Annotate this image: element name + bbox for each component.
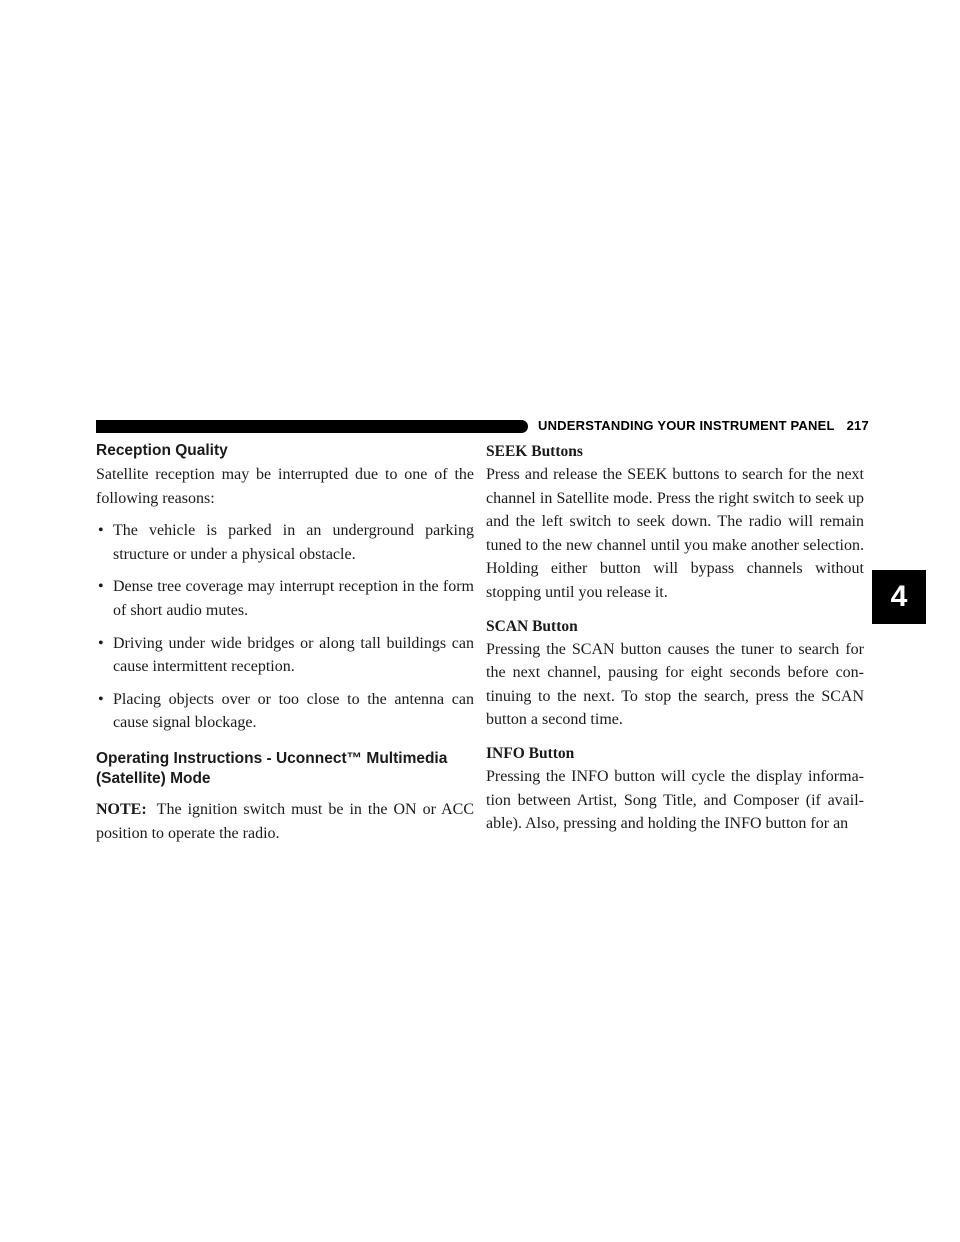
right-column [486,441,864,836]
scan-heading: SCAN Button [486,617,578,635]
list-item [96,688,474,735]
list-item [96,632,474,679]
reception-quality-heading: Reception Quality [96,442,228,459]
seek-heading: SEEK Buttons [486,443,583,460]
bullet-icon: • [98,578,104,596]
bullet-icon: • [98,634,104,652]
list-item [96,575,474,622]
page-number: 217 [846,418,869,433]
reception-reasons-list [96,519,474,735]
seek-body: Press and release the SEEK buttons to search for the next channel in Satellite mode. Press the right switch to seek up and the left switch to seek down. The radio will remain tuned to the new channel until you make another selection. Holding either button will bypass channels without stopping until you release it. [486,466,864,601]
note-paragraph [96,798,474,845]
operating-instructions-heading: Operating Instructions - Uconnect™ Multimedia (Satellite) Mode [96,749,448,787]
scan-body: Pressing the SCAN button causes the tuner to search for the next channel, pausing for eight seconds before con-tinuing to the next. To stop the search, press the SCAN button a second time. [486,640,864,729]
header-rule [96,420,528,433]
info-heading: INFO Button [486,744,575,762]
list-item-text: Placing objects over or too close to the antenna can cause signal blockage. [113,690,474,732]
list-item-text: Driving under wide bridges or along tall buildings can cause intermittent reception. [113,634,474,676]
bullet-icon: • [98,522,104,540]
section-title: UNDERSTANDING YOUR INSTRUMENT PANEL [538,418,835,433]
left-column [96,441,474,845]
list-item-text: The vehicle is parked in an underground parking structure or under a physical obstacle. [113,522,474,563]
info-body: Pressing the INFO button will cycle the display informa-tion between Artist, Song Title, and Composer (if avail-able). Also, pressing and holding the INFO button for an [486,767,864,833]
reception-quality-intro: Satellite reception may be interrupted due to one of the following reasons: [96,466,474,507]
bullet-icon: • [98,690,104,708]
running-header [538,418,869,433]
list-item-text: Dense tree coverage may interrupt reception in the form of short audio mutes. [113,578,474,619]
note-text: The ignition switch must be in the ON or ACC position to operate the radio. [96,800,474,842]
note-label: NOTE: [96,800,147,818]
list-item [96,519,474,566]
chapter-tab: 4 [872,570,926,624]
